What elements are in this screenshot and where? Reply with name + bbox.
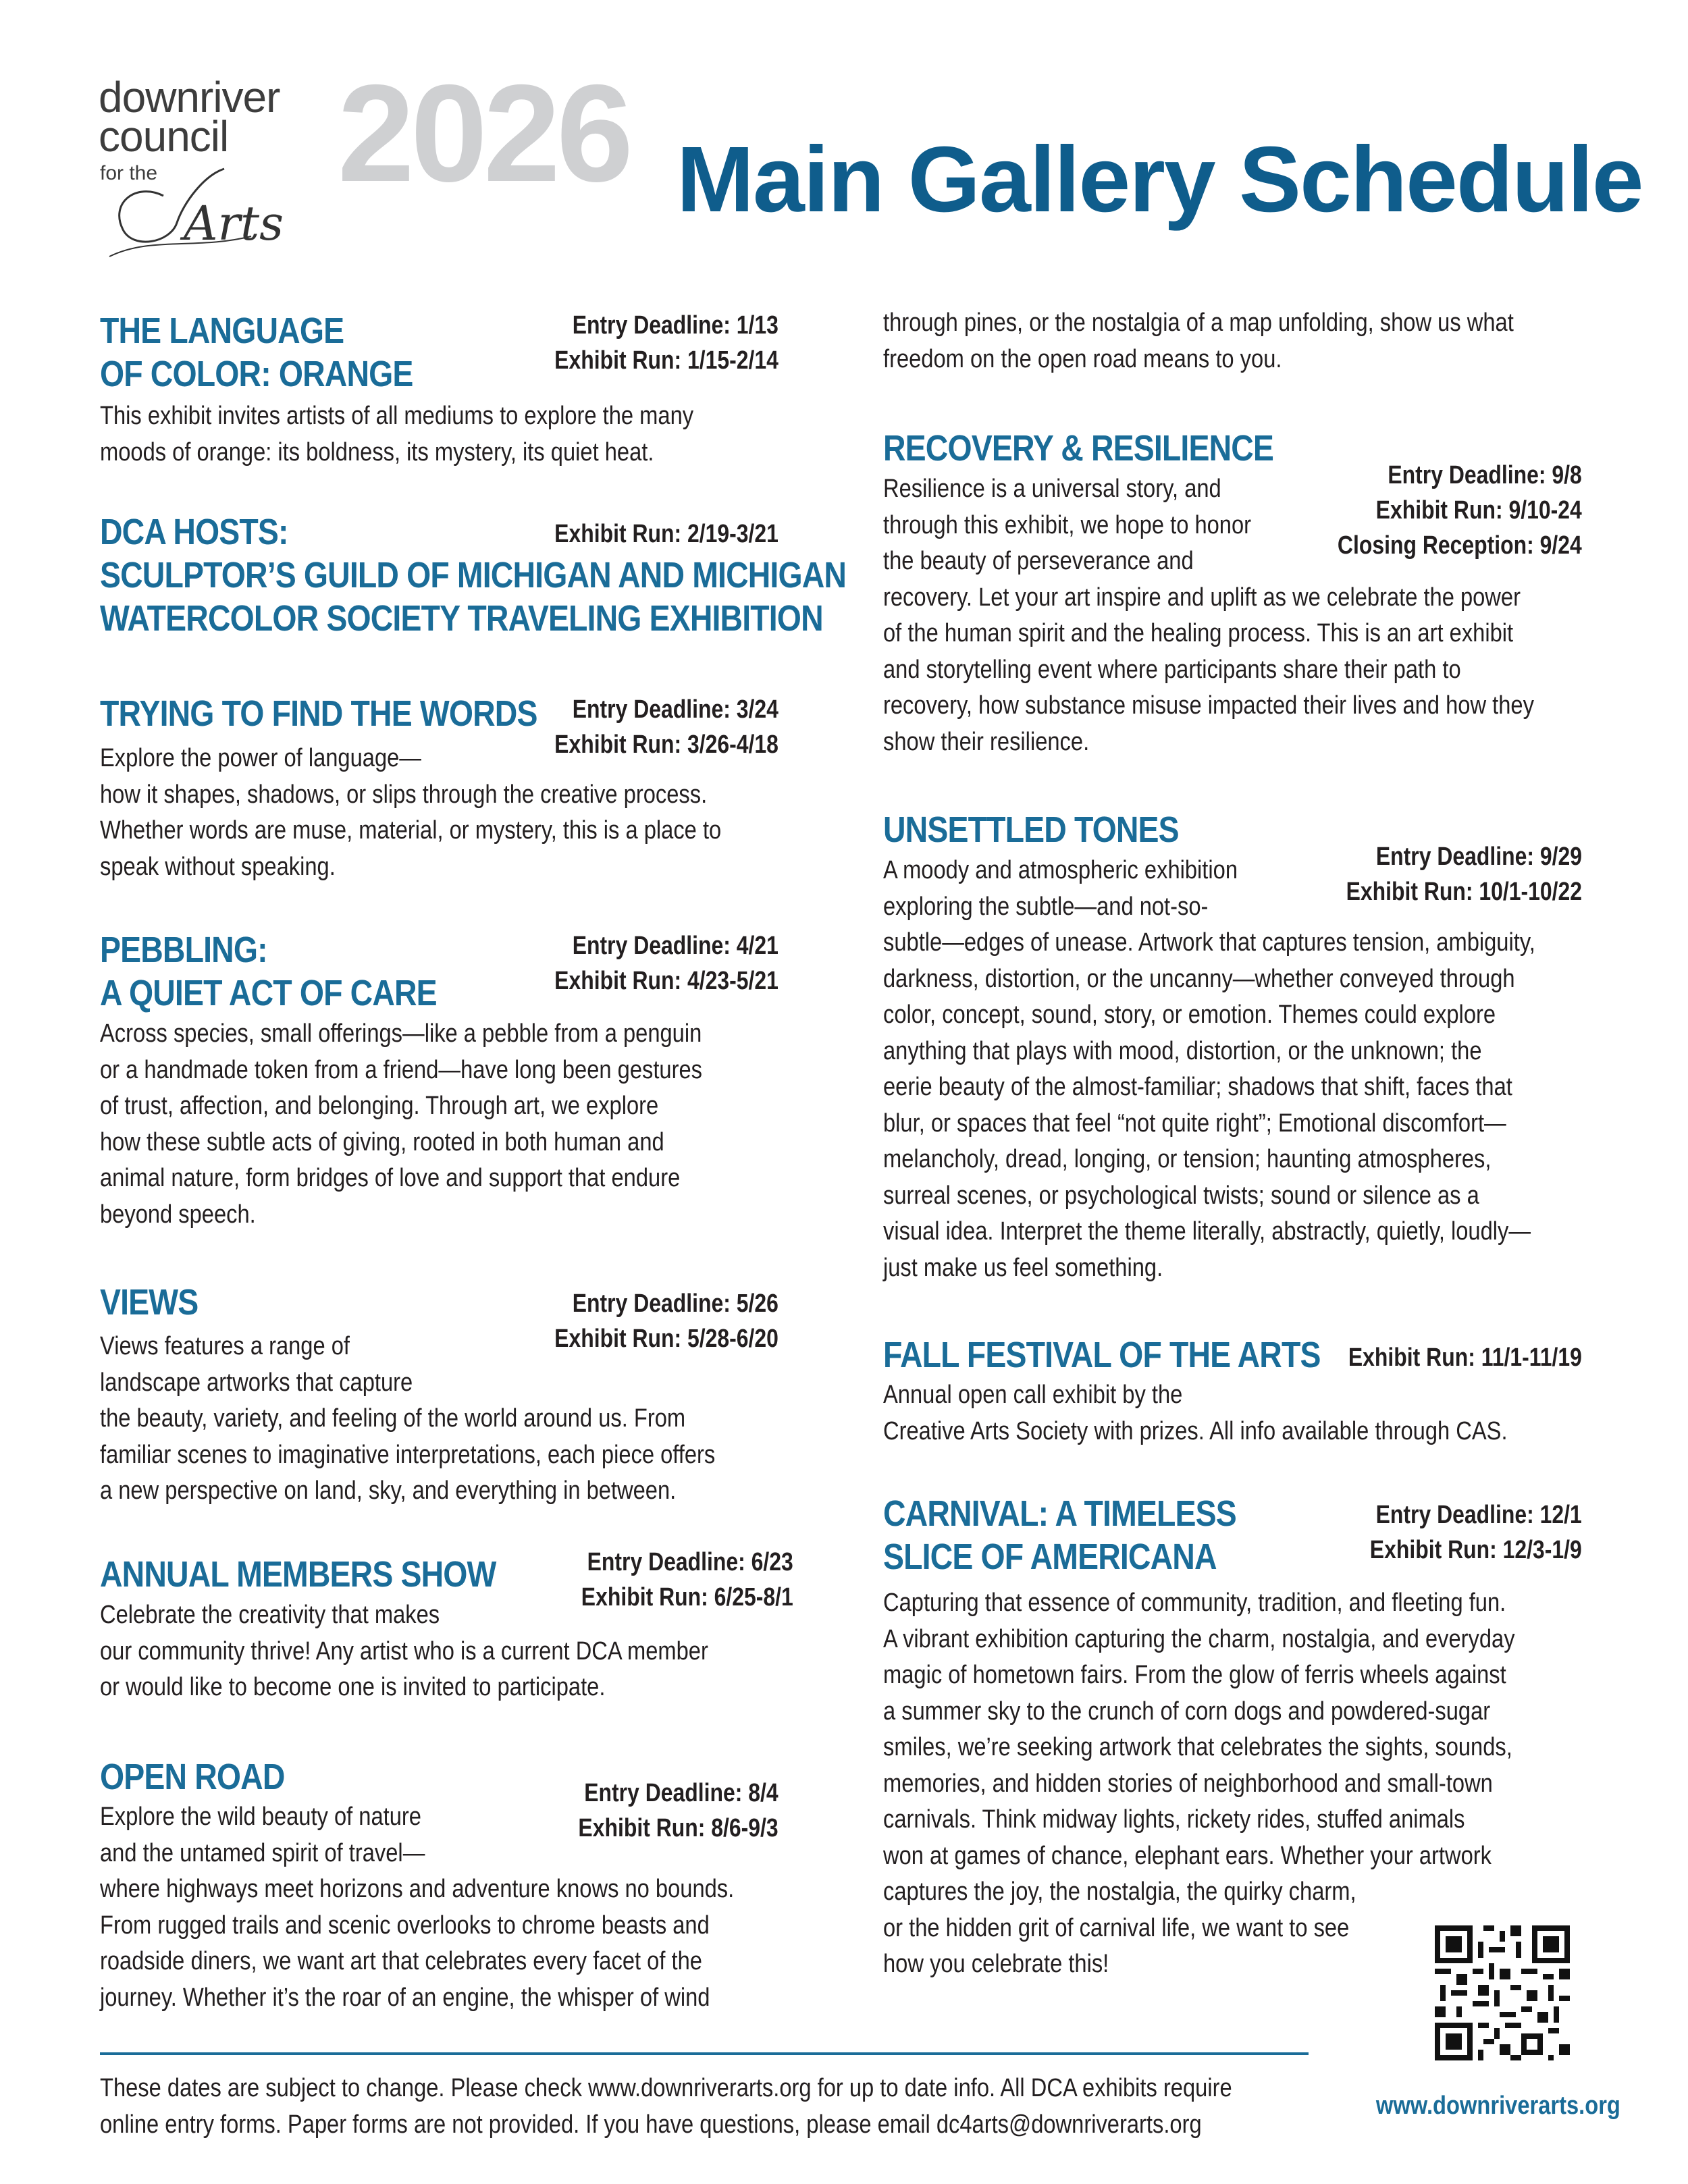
exhibit-heading: FALL FESTIVAL OF THE ARTS: [883, 1335, 1321, 1375]
exhibit-description: Celebrate the creativity that makes our community thrive! Any artist who is a current DCA member or would like to become one is invited to participate.: [100, 1601, 708, 1701]
exhibit-dates: Exhibit Run: 11/1-11/19: [1348, 1343, 1582, 1372]
page-title: Main Gallery Schedule: [677, 128, 1643, 232]
exhibit-description: Across species, small offerings—like a pebble from a penguin or a handmade token from a friend—have long been gestures of trust, affection, and belonging. Through art, we explore how these subtle acts of giving, rooted in both human and animal nature, form bridges of love and support that endure beyond speech.: [100, 1019, 703, 1229]
exhibit-description: Explore the wild beauty of nature and the untamed spirit of travel— where highways meet horizons and adventure knows no bounds. From rugged trails and scenic overlooks to chrome beasts and roadside diners, we want art that celebrates every facet of the journey. Whether it’s the roar of an engine, the whisper of wind: [100, 1803, 735, 2012]
exhibit-description: Views features a range of landscape artworks that capture the beauty, variety, and feeling of the world around us. From familiar scenes to imaginative interpretations, each piece offers a new perspective on land, sky, and everything in between.: [100, 1332, 716, 1505]
exhibit-description: Explore the power of language— how it shapes, shadows, or slips through the creative process. Whether words are muse, material, or mystery, this is a place to speak without speaking.: [100, 744, 722, 881]
exhibit-heading: CARNIVAL: A TIMELESS SLICE OF AMERICANA: [883, 1493, 1236, 1577]
qr-code-icon[interactable]: [1435, 1925, 1570, 2060]
exhibit-description: Capturing that essence of community, tradition, and fleeting fun. A vibrant exhibition capturing the charm, nostalgia, and everyday magic of hometown fairs. From the glow of ferris wheels against a summer sky to the crunch of corn dogs and powdered-sugar smiles, we’re seeking artwork that celebrates the sights, sounds, memories, and hidden stories of neighborhood and small-town carnivals. Think midway lights, rickety rides, stuffed animals won at games of chance, elephant ears. Whether your artwork captures the joy, the nostalgia, the quirky charm, or the hidden grit of carnival life, we want to see how you celebrate this!: [883, 1589, 1515, 1978]
exhibit-heading: THE LANGUAGE OF COLOR: ORANGE: [100, 311, 413, 394]
exhibit-heading: VIEWS: [100, 1282, 199, 1323]
footer-note: These dates are subject to change. Please check www.downriverarts.org for up to date info. All DCA exhibits require online entry forms. Paper forms are not provided. If you have questions, please email dc4arts@downriverarts.org: [100, 2074, 1232, 2139]
dca-logo: [96, 73, 319, 265]
exhibit-description-continued: through pines, or the nostalgia of a map unfolding, show us what freedom on the open road means to you.: [883, 309, 1514, 373]
exhibit-dates: Entry Deadline: 5/26 Exhibit Run: 5/28-6/20: [554, 1289, 779, 1353]
exhibit-dates: Entry Deadline: 8/4 Exhibit Run: 8/6-9/3: [578, 1779, 779, 1842]
exhibit-heading: TRYING TO FIND THE WORDS: [100, 693, 537, 734]
exhibit-dates: Exhibit Run: 2/19-3/21: [554, 520, 779, 548]
logo-line-council: council: [99, 112, 229, 161]
exhibit-dates: Entry Deadline: 3/24 Exhibit Run: 3/26-4/18: [554, 695, 779, 759]
exhibit-description: A moody and atmospheric exhibition exploring the subtle—and not-so- subtle—edges of unease. Artwork that captures tension, ambiguity, darkness, distortion, or the uncanny—whether conveyed through color, concept, sound, story, or emotion. Themes could explore anything that plays with mood, distortion, or the unknown; the eerie beauty of the almost-familiar; shadows that shift, faces that blur, or spaces that feel “not quite right”; Emotional discomfort— melancholy, dread, longing, or tension; haunting atmospheres, surreal scenes, or psychological twists; sound or silence as a visual idea. Interpret the theme literally, abstractly, quietly, loudly— just make us feel something.: [883, 856, 1535, 1282]
exhibit-heading: DCA HOSTS: SCULPTOR’S GUILD OF MICHIGAN AND MICHIGAN WATERCOLOR SOCIETY TRAVELING EXHIBITION: [100, 512, 847, 639]
exhibit-dates: Entry Deadline: 6/23 Exhibit Run: 6/25-8/1: [581, 1548, 793, 1612]
exhibit-heading: OPEN ROAD: [100, 1757, 285, 1797]
exhibit-dates: Entry Deadline: 1/13 Exhibit Run: 1/15-2/14: [554, 311, 779, 375]
logo-line-downriver: downriver: [99, 73, 280, 122]
footer-divider: [100, 2052, 1309, 2055]
exhibit-dates: Entry Deadline: 9/8 Exhibit Run: 9/10-24 Closing Reception: 9/24: [1338, 461, 1582, 560]
logo-line-for-the: for the: [100, 162, 158, 184]
exhibit-dates: Entry Deadline: 9/29 Exhibit Run: 10/1-10/22: [1346, 843, 1582, 906]
exhibit-heading: UNSETTLED TONES: [883, 809, 1179, 850]
footer-website-link[interactable]: www.downriverarts.org: [1376, 2092, 1620, 2120]
header-year: 2026: [338, 56, 630, 211]
exhibit-description: This exhibit invites artists of all mediums to explore the many moods of orange: its boldness, its mystery, its quiet heat.: [100, 402, 694, 467]
exhibit-heading: RECOVERY & RESILIENCE: [883, 428, 1274, 469]
exhibit-dates: Entry Deadline: 4/21 Exhibit Run: 4/23-5/21: [554, 932, 779, 995]
exhibit-description: Resilience is a universal story, and through this exhibit, we hope to honor the beauty of perseverance and recovery. Let your art inspire and uplift as we celebrate the power of the human spirit and the healing process. This is an art exhibit and storytelling event where participants share their path to recovery, how substance misuse impacted their lives and how they show their resilience.: [883, 475, 1534, 756]
exhibit-dates: Entry Deadline: 12/1 Exhibit Run: 12/3-1/9: [1370, 1501, 1582, 1564]
logo-script-arts: Arts: [184, 196, 284, 251]
exhibit-heading: PEBBLING: A QUIET ACT OF CARE: [100, 930, 437, 1013]
exhibit-description: Annual open call exhibit by the Creative Arts Society with prizes. All info available through CAS.: [883, 1381, 1508, 1445]
exhibit-heading: ANNUAL MEMBERS SHOW: [100, 1554, 496, 1595]
